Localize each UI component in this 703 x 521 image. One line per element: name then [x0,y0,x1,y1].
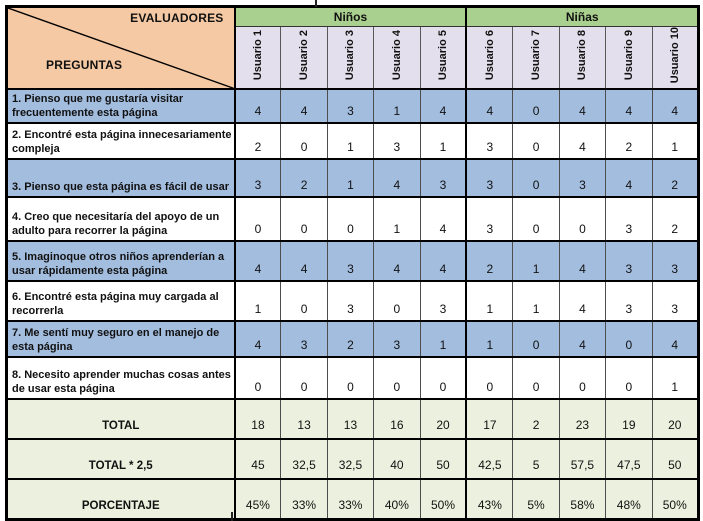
value-cell[interactable]: 1 [420,123,466,159]
value-cell[interactable]: 0 [281,123,327,159]
preguntas-label: PREGUNTAS [46,58,123,73]
user-header-label: Usuario 6 [483,30,496,81]
user-header-label: Usuario 5 [437,30,449,81]
value-cell[interactable]: 4 [374,159,420,197]
value-cell[interactable]: 0 [513,357,559,399]
value-cell[interactable]: 4 [606,159,652,197]
summary-label[interactable]: TOTAL [7,399,235,439]
summary-value[interactable]: 20 [652,399,698,439]
summary-value[interactable]: 19 [606,399,652,439]
value-cell[interactable]: 0 [235,357,281,399]
question-label[interactable]: 7. Me sentí muy seguro en el manejo de esta página [7,321,235,357]
summary-value[interactable]: 47,5 [606,439,652,479]
summary-value[interactable]: 50 [652,439,698,479]
value-cell[interactable]: 3 [559,159,605,197]
value-cell[interactable]: 3 [327,89,373,123]
value-cell[interactable]: 3 [466,123,512,159]
summary-value[interactable]: 33% [327,479,373,519]
question-label[interactable]: 6. Encontré esta página muy cargada al recorrerla [7,281,235,321]
question-row-8 [7,357,699,399]
user-header-label: Usuario 4 [390,30,403,81]
question-row-3 [7,159,699,197]
evaluation-table-container [5,5,700,521]
value-cell[interactable]: 4 [281,89,327,123]
value-cell[interactable]: 0 [327,357,373,399]
value-cell[interactable]: 3 [235,159,281,197]
value-cell[interactable]: 4 [606,89,652,123]
summary-label[interactable]: TOTAL * 2,5 [7,439,235,479]
user-header-label: Usuario 7 [530,30,543,81]
user-header-7[interactable] [513,27,559,90]
value-cell[interactable]: 4 [652,321,698,357]
value-cell[interactable]: 4 [235,321,281,357]
user-header-5[interactable] [420,27,466,90]
summary-value[interactable]: 50 [420,439,466,479]
value-cell[interactable]: 0 [513,123,559,159]
summary-value[interactable]: 42,5 [466,439,512,479]
question-row-1 [7,89,699,123]
value-cell[interactable]: 0 [466,357,512,399]
value-cell[interactable]: 0 [513,89,559,123]
question-label[interactable]: 3. Pienso que esta página es fácil de usar [7,159,235,197]
user-header-10[interactable] [652,27,698,90]
value-cell[interactable]: 2 [235,123,281,159]
user-header-label: Usuario 9 [622,30,635,81]
summary-value[interactable]: 50% [652,479,698,519]
corner-cell[interactable] [7,7,235,90]
value-cell[interactable]: 3 [420,159,466,197]
value-cell[interactable]: 0 [559,357,605,399]
value-cell[interactable]: 3 [420,281,466,321]
summary-value[interactable]: 33% [281,479,327,519]
user-header-label: Usuario 2 [298,30,311,81]
question-label[interactable]: 8. Necesito aprender muchas cosas antes de usar esta página [7,357,235,399]
question-label[interactable]: 5. Imaginoque otros niños aprenderían a usar rápidamente esta página [7,241,235,281]
value-cell[interactable]: 4 [466,89,512,123]
question-label[interactable]: 4. Creo que necesitaría del apoyo de un adulto para recorrer la página [7,197,235,241]
value-cell[interactable]: 1 [374,89,420,123]
value-cell[interactable]: 4 [652,89,698,123]
summary-row-porcentaje [7,479,699,519]
user-header-3[interactable] [327,27,373,90]
group-header-row [7,7,699,27]
gridline-tick-top [315,0,317,7]
value-cell[interactable]: 0 [559,197,605,241]
value-cell[interactable]: 0 [281,197,327,241]
value-cell[interactable]: 3 [281,321,327,357]
value-cell[interactable]: 0 [235,197,281,241]
summary-value[interactable]: 32,5 [281,439,327,479]
value-cell[interactable]: 2 [466,241,512,281]
user-header-label: Usuario 10 [668,27,681,84]
value-cell[interactable]: 4 [235,89,281,123]
value-cell[interactable]: 0 [281,281,327,321]
value-cell[interactable]: 4 [559,281,605,321]
value-cell[interactable]: 1 [466,321,512,357]
value-cell[interactable]: 1 [652,123,698,159]
evaluadores-label: EVALUADORES [130,11,224,25]
user-header-2[interactable] [281,27,327,90]
value-cell[interactable]: 2 [652,159,698,197]
value-cell[interactable]: 2 [281,159,327,197]
value-cell[interactable]: 3 [652,241,698,281]
summary-value[interactable]: 18 [235,399,281,439]
summary-value[interactable]: 20 [420,399,466,439]
value-cell[interactable]: 4 [559,123,605,159]
question-row-4 [7,197,699,241]
summary-row-total-x25 [7,439,699,479]
value-cell[interactable]: 0 [327,197,373,241]
value-cell[interactable]: 0 [420,357,466,399]
value-cell[interactable]: 0 [374,281,420,321]
value-cell[interactable]: 0 [513,197,559,241]
summary-value[interactable]: 23 [559,399,605,439]
user-header-8[interactable] [559,27,605,90]
question-row-7 [7,321,699,357]
value-cell[interactable]: 1 [235,281,281,321]
value-cell[interactable]: 4 [374,241,420,281]
value-cell[interactable]: 0 [606,321,652,357]
summary-row-total [7,399,699,439]
question-row-2 [7,123,699,159]
value-cell[interactable]: 3 [466,159,512,197]
value-cell[interactable]: 4 [559,321,605,357]
summary-value[interactable]: 58% [559,479,605,519]
value-cell[interactable]: 4 [420,197,466,241]
group-header-ninos[interactable]: Niños [235,7,467,27]
value-cell[interactable]: 0 [513,159,559,197]
summary-value[interactable]: 16 [374,399,420,439]
value-cell[interactable]: 4 [420,89,466,123]
value-cell[interactable]: 1 [513,241,559,281]
summary-value[interactable]: 48% [606,479,652,519]
summary-value[interactable]: 57,5 [559,439,605,479]
evaluation-table [5,5,700,521]
value-cell[interactable]: 0 [281,357,327,399]
question-row-6 [7,281,699,321]
user-header-label: Usuario 1 [251,30,264,81]
user-header-4[interactable] [374,27,420,90]
value-cell[interactable]: 4 [559,89,605,123]
user-header-6[interactable] [466,27,512,90]
gridline-tick-bottom [231,512,233,521]
value-cell[interactable]: 0 [606,357,652,399]
value-cell[interactable]: 3 [374,123,420,159]
value-cell[interactable]: 1 [513,281,559,321]
question-row-5 [7,241,699,281]
value-cell[interactable]: 2 [652,197,698,241]
summary-value[interactable]: 13 [327,399,373,439]
value-cell[interactable]: 4 [281,241,327,281]
summary-value[interactable]: 50% [420,479,466,519]
value-cell[interactable]: 1 [420,321,466,357]
summary-value[interactable]: 5% [513,479,559,519]
value-cell[interactable]: 4 [559,241,605,281]
value-cell[interactable]: 3 [327,241,373,281]
value-cell[interactable]: 3 [374,321,420,357]
summary-value[interactable]: 2 [513,399,559,439]
summary-value[interactable]: 32,5 [327,439,373,479]
summary-value[interactable]: 40 [374,439,420,479]
value-cell[interactable]: 2 [327,321,373,357]
value-cell[interactable]: 3 [652,281,698,321]
user-header-label: Usuario 8 [576,30,589,81]
summary-value[interactable]: 5 [513,439,559,479]
value-cell[interactable]: 3 [606,281,652,321]
value-cell[interactable]: 2 [606,123,652,159]
user-header-label: Usuario 3 [344,30,357,81]
summary-value[interactable]: 13 [281,399,327,439]
value-cell[interactable]: 4 [235,241,281,281]
value-cell[interactable]: 0 [513,321,559,357]
value-cell[interactable]: 1 [374,197,420,241]
value-cell[interactable]: 1 [327,123,373,159]
question-label[interactable]: 1. Pienso que me gustaría visitar frecuentemente esta página [7,89,235,123]
summary-label[interactable]: PORCENTAJE [7,479,235,519]
value-cell[interactable]: 1 [652,357,698,399]
user-header-1[interactable] [235,27,281,90]
summary-value[interactable]: 43% [466,479,512,519]
summary-value[interactable]: 45% [235,479,281,519]
summary-value[interactable]: 45 [235,439,281,479]
summary-value[interactable]: 17 [466,399,512,439]
group-header-ninas[interactable]: Niñas [466,7,698,27]
user-header-9[interactable] [606,27,652,90]
value-cell[interactable]: 3 [606,241,652,281]
value-cell[interactable]: 3 [606,197,652,241]
question-label[interactable]: 2. Encontré esta página innecesariamente compleja [7,123,235,159]
value-cell[interactable]: 4 [420,241,466,281]
value-cell[interactable]: 0 [374,357,420,399]
value-cell[interactable]: 3 [466,197,512,241]
value-cell[interactable]: 1 [327,159,373,197]
summary-value[interactable]: 40% [374,479,420,519]
value-cell[interactable]: 3 [327,281,373,321]
value-cell[interactable]: 1 [466,281,512,321]
